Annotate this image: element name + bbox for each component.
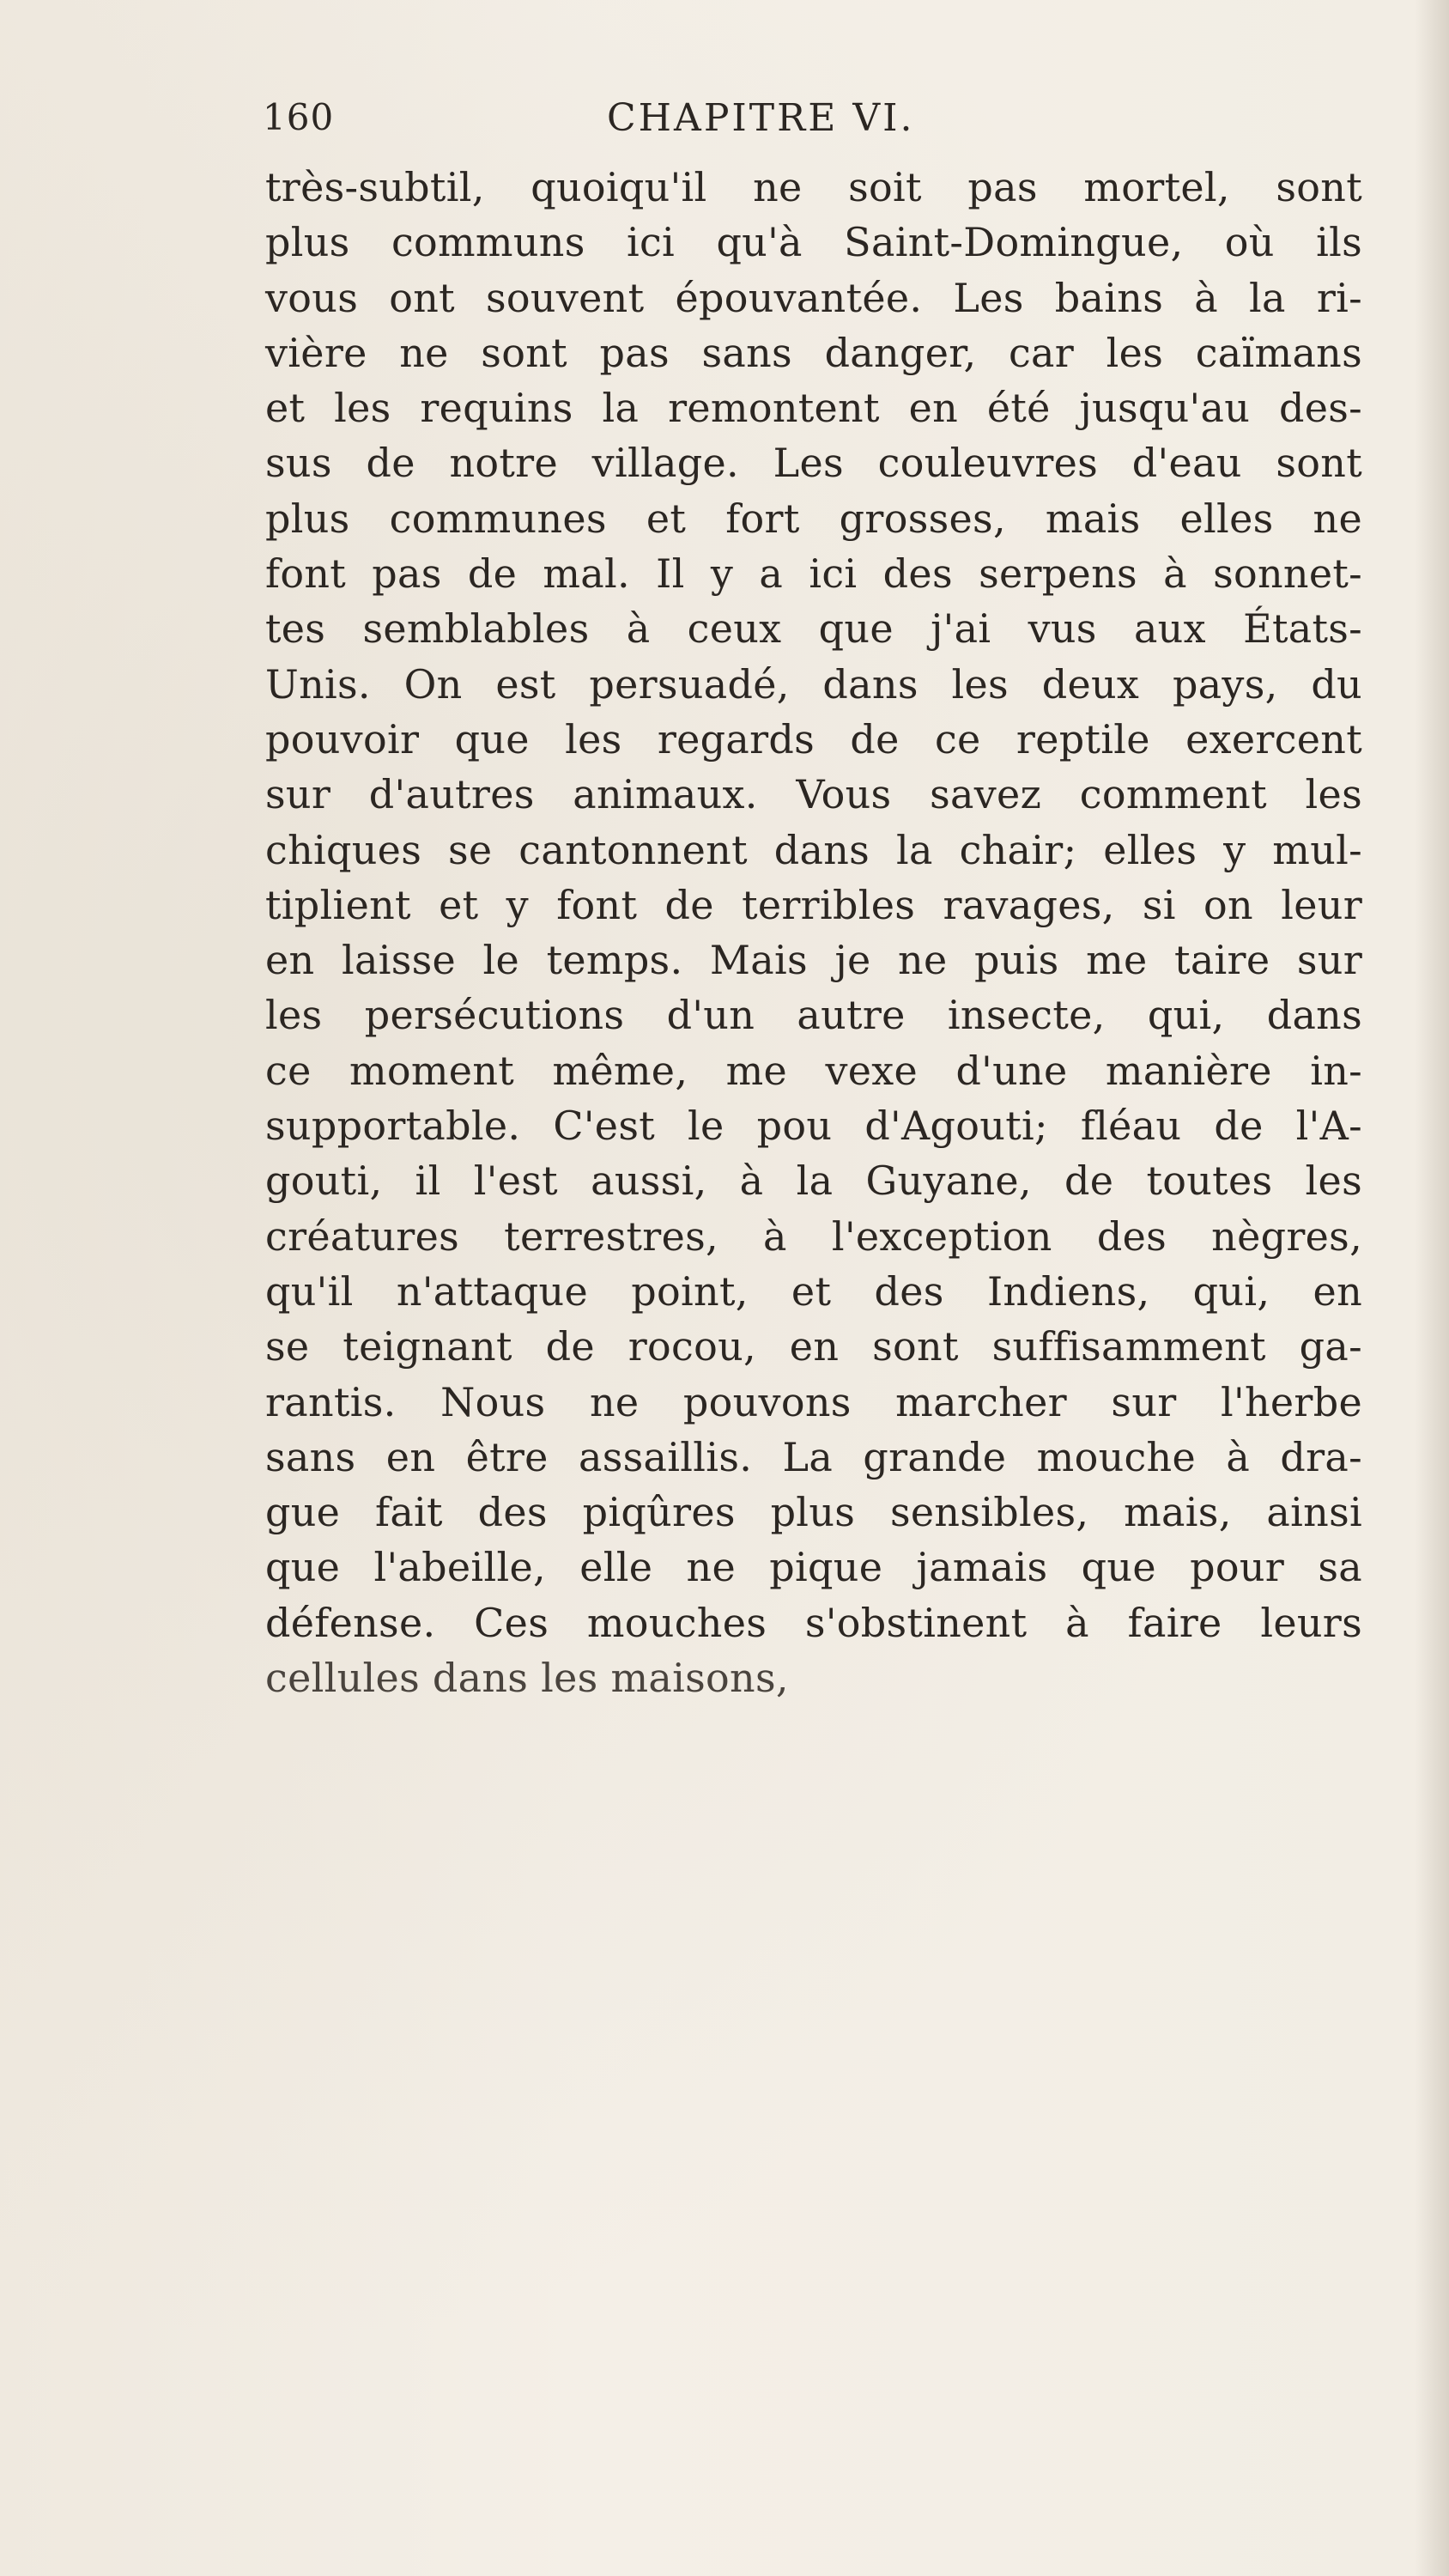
- page-number: 160: [263, 96, 335, 138]
- text-line: très-subtil, quoiqu'il ne soit pas mortel, sont: [265, 164, 1362, 210]
- text-line: gue fait des piqûres plus sensibles, mais, ainsi: [265, 1489, 1362, 1536]
- text-line: et les requins la remontent en été jusqu'au des-: [265, 385, 1362, 432]
- text-line: se teignant de rocou, en sont suffisamment ga-: [265, 1323, 1362, 1370]
- text-line: qu'il n'attaque point, et des Indiens, qui, en: [265, 1267, 1362, 1315]
- text-line: cellules dans les maisons,: [265, 1655, 789, 1702]
- text-line: rantis. Nous ne pouvons marcher sur l'herbe: [265, 1378, 1362, 1425]
- running-head: [0, 96, 1449, 148]
- text-line: gouti, il l'est aussi, à la Guyane, de toutes les: [265, 1157, 1362, 1205]
- text-line: vière ne sont pas sans danger, car les caïmans: [265, 329, 1362, 376]
- text-line: sur d'autres animaux. Vous savez comment les: [265, 771, 1362, 818]
- text-line: que l'abeille, elle ne pique jamais que pour sa: [265, 1544, 1362, 1591]
- chapter-title: CHAPITRE VI.: [607, 96, 915, 140]
- text-line: vous ont souvent épouvantée. Les bains à la ri-: [265, 274, 1362, 321]
- text-line: défense. Ces mouches s'obstinent à faire leurs: [265, 1599, 1362, 1646]
- text-line: tes semblables à ceux que j'ai vus aux États-: [265, 605, 1362, 653]
- text-line: en laisse le temps. Mais je ne puis me taire sur: [265, 937, 1362, 984]
- text-line: plus communs ici qu'à Saint-Domingue, où ils: [265, 219, 1362, 266]
- text-line: Unis. On est persuadé, dans les deux pays, du: [265, 660, 1362, 708]
- text-line: créatures terrestres, à l'exception des nègres,: [265, 1212, 1362, 1260]
- page-edge-shadow: [1415, 0, 1449, 2576]
- text-line: tiplient et y font de terribles ravages, si on leur: [265, 881, 1362, 928]
- text-line: sans en être assaillis. La grande mouche à dra-: [265, 1433, 1362, 1480]
- text-line: pouvoir que les regards de ce reptile exercent: [265, 715, 1362, 762]
- body-text: [265, 160, 1362, 1705]
- text-line: ce moment même, me vexe d'une manière in-: [265, 1047, 1362, 1094]
- text-line: chiques se cantonnent dans la chair; elles y mul-: [265, 826, 1362, 873]
- text-line: plus communes et fort grosses, mais elles ne: [265, 495, 1362, 542]
- text-line: supportable. C'est le pou d'Agouti; fléau de l'A-: [265, 1103, 1362, 1150]
- text-line: font pas de mal. Il y a ici des serpens à sonnet-: [265, 550, 1362, 598]
- text-line: les persécutions d'un autre insecte, qui, dans: [265, 992, 1362, 1039]
- text-line: sus de notre village. Les couleuvres d'eau sont: [265, 440, 1362, 487]
